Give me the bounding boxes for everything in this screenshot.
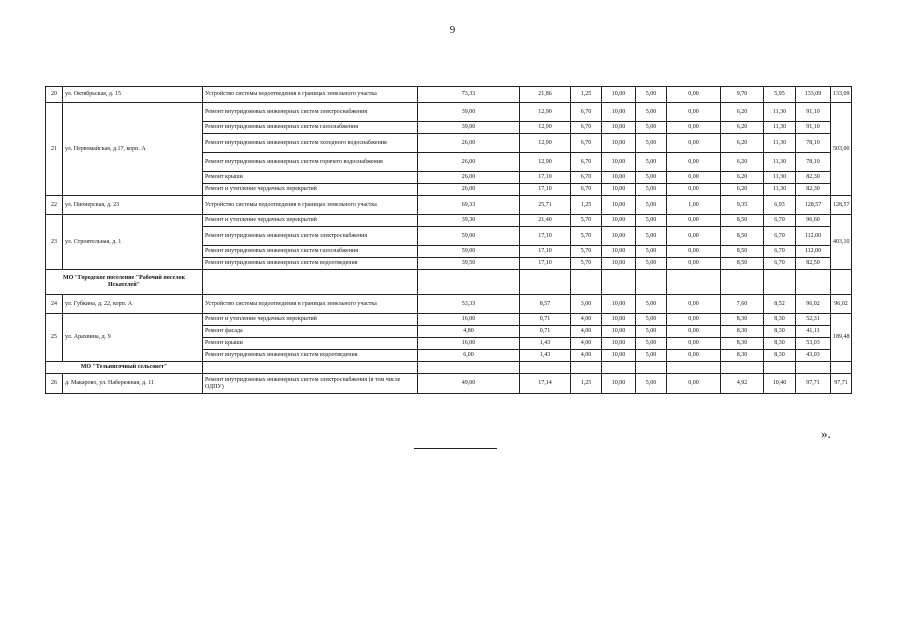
- work-type: Ремонт внутридомовых инженерных систем газоснабжения: [203, 246, 418, 258]
- value-cell: 6,20: [721, 122, 764, 134]
- value-cell: 96,60: [796, 215, 831, 227]
- value-cell: 25,71: [520, 196, 571, 215]
- value-cell: 5,00: [636, 122, 667, 134]
- value-cell: 4,00: [571, 338, 602, 350]
- value-cell: 4,00: [571, 326, 602, 338]
- total-cell: 503,00: [831, 103, 852, 196]
- value-cell: 69,33: [418, 196, 520, 215]
- signature-line: [414, 448, 497, 449]
- value-cell: 5,00: [636, 314, 667, 326]
- value-cell: 8,30: [721, 338, 764, 350]
- empty-cell: [721, 270, 764, 295]
- municipality-name: МО "Тельвисочный сельсовет": [46, 362, 203, 374]
- value-cell: 0,00: [667, 338, 721, 350]
- address: д. Макарово, ул. Набережная, д. 11: [63, 374, 203, 394]
- value-cell: 10,00: [602, 153, 636, 172]
- empty-cell: [636, 362, 667, 374]
- value-cell: 0,00: [667, 184, 721, 196]
- value-cell: 10,00: [602, 350, 636, 362]
- value-cell: 0,71: [520, 314, 571, 326]
- value-cell: 112,00: [796, 227, 831, 246]
- value-cell: 5,70: [571, 227, 602, 246]
- work-type: Ремонт крыши: [203, 172, 418, 184]
- value-cell: 8,52: [764, 295, 796, 314]
- value-cell: 53,03: [796, 338, 831, 350]
- value-cell: 6,20: [721, 153, 764, 172]
- value-cell: 17,10: [520, 184, 571, 196]
- row-number: 20: [46, 87, 63, 103]
- row-number: 22: [46, 196, 63, 215]
- value-cell: 82,30: [796, 184, 831, 196]
- value-cell: 6,70: [571, 153, 602, 172]
- empty-cell: [667, 362, 721, 374]
- value-cell: 97,71: [796, 374, 831, 394]
- value-cell: 26,00: [418, 134, 520, 153]
- row-number: 25: [46, 314, 63, 362]
- empty-cell: [721, 362, 764, 374]
- value-cell: 10,00: [602, 314, 636, 326]
- value-cell: 78,10: [796, 153, 831, 172]
- value-cell: 5,00: [636, 338, 667, 350]
- value-cell: 10,00: [602, 172, 636, 184]
- value-cell: 8,30: [721, 314, 764, 326]
- value-cell: 8,50: [721, 215, 764, 227]
- value-cell: 49,00: [418, 374, 520, 394]
- work-type: Ремонт фасада: [203, 326, 418, 338]
- total-cell: 133,09: [831, 87, 852, 103]
- work-type: Ремонт внутридомовых инженерных систем газоснабжения: [203, 122, 418, 134]
- work-type: Ремонт внутридомовых инженерных систем водоотведения: [203, 350, 418, 362]
- value-cell: 0,00: [667, 350, 721, 362]
- work-type: Ремонт внутридомовых инженерных систем холодного водоснабжения: [203, 134, 418, 153]
- value-cell: 9,70: [721, 87, 764, 103]
- address: ул. Октябрьская, д. 15: [63, 87, 203, 103]
- value-cell: 1,43: [520, 338, 571, 350]
- value-cell: 10,00: [602, 87, 636, 103]
- value-cell: 8,50: [721, 227, 764, 246]
- value-cell: 12,90: [520, 122, 571, 134]
- empty-cell: [831, 270, 852, 295]
- value-cell: 0,00: [667, 153, 721, 172]
- total-cell: 96,02: [831, 295, 852, 314]
- empty-cell: [203, 270, 418, 295]
- value-cell: 12,90: [520, 134, 571, 153]
- row-number: 24: [46, 295, 63, 314]
- value-cell: 16,00: [418, 314, 520, 326]
- value-cell: 41,11: [796, 326, 831, 338]
- value-cell: 6,20: [721, 172, 764, 184]
- total-cell: 403,10: [831, 215, 852, 270]
- value-cell: 5,00: [636, 184, 667, 196]
- value-cell: 7,60: [721, 295, 764, 314]
- empty-cell: [764, 362, 796, 374]
- empty-cell: [796, 270, 831, 295]
- value-cell: 0,00: [667, 295, 721, 314]
- value-cell: 5,00: [636, 295, 667, 314]
- value-cell: 5,70: [571, 215, 602, 227]
- value-cell: 5,00: [636, 350, 667, 362]
- address: ул. Пионерская, д. 23: [63, 196, 203, 215]
- value-cell: 6,70: [571, 122, 602, 134]
- value-cell: 96,02: [796, 295, 831, 314]
- empty-cell: [796, 362, 831, 374]
- value-cell: 5,00: [636, 258, 667, 270]
- address: ул. Арахвина, д. 9: [63, 314, 203, 362]
- value-cell: 43,03: [796, 350, 831, 362]
- value-cell: 6,70: [571, 134, 602, 153]
- table-row: [46, 87, 852, 103]
- value-cell: 12,90: [520, 153, 571, 172]
- value-cell: 112,00: [796, 246, 831, 258]
- value-cell: 1,25: [571, 196, 602, 215]
- work-type: Ремонт и утепление чердачных перекрытий: [203, 184, 418, 196]
- value-cell: 21,86: [520, 87, 571, 103]
- empty-cell: [520, 362, 571, 374]
- value-cell: 10,00: [602, 326, 636, 338]
- work-type: Ремонт внутридомовых инженерных систем электроснабжения (в том числе ОДПУ): [203, 374, 418, 394]
- value-cell: 4,80: [418, 326, 520, 338]
- value-cell: 0,00: [667, 374, 721, 394]
- empty-cell: [203, 362, 418, 374]
- value-cell: 6,20: [721, 103, 764, 122]
- value-cell: 6,20: [721, 184, 764, 196]
- value-cell: 6,70: [764, 227, 796, 246]
- total-cell: 128,57: [831, 196, 852, 215]
- value-cell: 39,00: [418, 122, 520, 134]
- empty-cell: [571, 270, 602, 295]
- value-cell: 8,30: [764, 350, 796, 362]
- value-cell: 0,00: [667, 246, 721, 258]
- value-cell: 11,30: [764, 103, 796, 122]
- value-cell: 4,00: [571, 314, 602, 326]
- value-cell: 5,70: [571, 258, 602, 270]
- work-type: Ремонт крыши: [203, 338, 418, 350]
- value-cell: 5,00: [636, 227, 667, 246]
- value-cell: 52,31: [796, 314, 831, 326]
- work-type: Ремонт внутридомовых инженерных систем электроснабжения: [203, 103, 418, 122]
- empty-cell: [764, 270, 796, 295]
- address: ул. Строительная, д. 1: [63, 215, 203, 270]
- value-cell: 11,30: [764, 184, 796, 196]
- value-cell: 128,57: [796, 196, 831, 215]
- value-cell: 8,57: [520, 295, 571, 314]
- municipality-row: [46, 362, 852, 374]
- empty-cell: [571, 362, 602, 374]
- value-cell: 91,10: [796, 103, 831, 122]
- empty-cell: [667, 270, 721, 295]
- value-cell: 133,09: [796, 87, 831, 103]
- value-cell: 6,70: [764, 246, 796, 258]
- value-cell: 6,00: [418, 350, 520, 362]
- work-type: Ремонт внутридомовых инженерных систем водоотведения: [203, 258, 418, 270]
- value-cell: 8,50: [721, 258, 764, 270]
- value-cell: 0,00: [667, 172, 721, 184]
- value-cell: 26,00: [418, 172, 520, 184]
- address: ул. Губкина, д. 22, корп. А: [63, 295, 203, 314]
- value-cell: 6,70: [571, 172, 602, 184]
- value-cell: 26,00: [418, 184, 520, 196]
- work-type: Ремонт внутридомовых инженерных систем электроснабжения: [203, 227, 418, 246]
- value-cell: 10,00: [602, 295, 636, 314]
- work-type: Ремонт и утепление чердачных перекрытий: [203, 314, 418, 326]
- value-cell: 10,00: [602, 122, 636, 134]
- municipality-name: МО "Городское поселение "Рабочий поселок Искателей": [46, 270, 203, 295]
- address: ул. Первомайская, д.17, корп. А: [63, 103, 203, 196]
- value-cell: 0,00: [667, 122, 721, 134]
- value-cell: 8,30: [764, 326, 796, 338]
- value-cell: 17,10: [520, 246, 571, 258]
- value-cell: 10,40: [764, 374, 796, 394]
- value-cell: 1,00: [667, 196, 721, 215]
- work-type: Устройство системы водоотведения в границах земельного участка: [203, 87, 418, 103]
- value-cell: 5,00: [636, 326, 667, 338]
- value-cell: 5,00: [636, 103, 667, 122]
- value-cell: 8,30: [721, 326, 764, 338]
- value-cell: 11,30: [764, 172, 796, 184]
- row-number: 21: [46, 103, 63, 196]
- value-cell: 6,20: [721, 134, 764, 153]
- value-cell: 21,40: [520, 215, 571, 227]
- value-cell: 1,43: [520, 350, 571, 362]
- value-cell: 11,30: [764, 134, 796, 153]
- empty-cell: [831, 362, 852, 374]
- value-cell: 10,00: [602, 215, 636, 227]
- work-type: Устройство системы водоотведения в границах земельного участка: [203, 196, 418, 215]
- value-cell: 1,25: [571, 87, 602, 103]
- table-row: [46, 314, 852, 326]
- work-type: Устройство системы водоотведения в границах земельного участка: [203, 295, 418, 314]
- value-cell: 0,00: [667, 258, 721, 270]
- value-cell: 6,70: [764, 258, 796, 270]
- value-cell: 26,00: [418, 153, 520, 172]
- value-cell: 53,33: [418, 295, 520, 314]
- value-cell: 6,70: [571, 103, 602, 122]
- value-cell: 10,00: [602, 196, 636, 215]
- value-cell: 5,00: [636, 153, 667, 172]
- value-cell: 59,00: [418, 227, 520, 246]
- value-cell: 10,00: [602, 103, 636, 122]
- value-cell: 39,30: [418, 215, 520, 227]
- value-cell: 0,00: [667, 87, 721, 103]
- value-cell: 6,70: [764, 215, 796, 227]
- value-cell: 17,14: [520, 374, 571, 394]
- value-cell: 0,00: [667, 326, 721, 338]
- value-cell: 11,30: [764, 153, 796, 172]
- value-cell: 8,50: [721, 246, 764, 258]
- value-cell: 11,30: [764, 122, 796, 134]
- table-row: [46, 196, 852, 215]
- total-cell: 189,48: [831, 314, 852, 362]
- value-cell: 17,10: [520, 258, 571, 270]
- value-cell: 8,30: [764, 338, 796, 350]
- value-cell: 5,00: [636, 246, 667, 258]
- empty-cell: [602, 270, 636, 295]
- value-cell: 78,10: [796, 134, 831, 153]
- value-cell: 17,10: [520, 227, 571, 246]
- value-cell: 10,00: [602, 338, 636, 350]
- table-row: [46, 215, 852, 227]
- value-cell: 91,10: [796, 122, 831, 134]
- value-cell: 5,00: [636, 215, 667, 227]
- value-cell: 0,00: [667, 314, 721, 326]
- closing-mark: ».: [821, 426, 831, 441]
- value-cell: 0,00: [667, 215, 721, 227]
- empty-cell: [418, 362, 520, 374]
- value-cell: 5,00: [636, 172, 667, 184]
- value-cell: 5,00: [636, 87, 667, 103]
- value-cell: 3,00: [571, 295, 602, 314]
- empty-cell: [636, 270, 667, 295]
- value-cell: 0,71: [520, 326, 571, 338]
- value-cell: 0,00: [667, 227, 721, 246]
- value-cell: 10,00: [602, 374, 636, 394]
- row-number: 23: [46, 215, 63, 270]
- value-cell: 10,00: [602, 184, 636, 196]
- value-cell: 12,90: [520, 103, 571, 122]
- value-cell: 8,30: [764, 314, 796, 326]
- value-cell: 73,33: [418, 87, 520, 103]
- value-cell: 39,00: [418, 103, 520, 122]
- table-row: [46, 295, 852, 314]
- value-cell: 5,95: [764, 87, 796, 103]
- value-cell: 9,35: [721, 196, 764, 215]
- repair-cost-table: [45, 86, 852, 394]
- table-row: [46, 103, 852, 122]
- value-cell: 10,00: [602, 246, 636, 258]
- value-cell: 4,92: [721, 374, 764, 394]
- value-cell: 82,50: [796, 258, 831, 270]
- table-row: [46, 374, 852, 394]
- empty-cell: [602, 362, 636, 374]
- value-cell: 4,00: [571, 350, 602, 362]
- value-cell: 59,00: [418, 246, 520, 258]
- value-cell: 82,30: [796, 172, 831, 184]
- row-number: 26: [46, 374, 63, 394]
- value-cell: 10,00: [602, 227, 636, 246]
- value-cell: 10,00: [602, 134, 636, 153]
- value-cell: 5,70: [571, 246, 602, 258]
- work-type: Ремонт внутридомовых инженерных систем горячего водоснабжения: [203, 153, 418, 172]
- value-cell: 16,00: [418, 338, 520, 350]
- municipality-row: [46, 270, 852, 295]
- value-cell: 5,00: [636, 134, 667, 153]
- total-cell: 97,71: [831, 374, 852, 394]
- page-number: 9: [449, 24, 456, 36]
- value-cell: 17,10: [520, 172, 571, 184]
- work-type: Ремонт и утепление чердачных перекрытий: [203, 215, 418, 227]
- value-cell: 8,30: [721, 350, 764, 362]
- value-cell: 1,25: [571, 374, 602, 394]
- value-cell: 0,00: [667, 103, 721, 122]
- value-cell: 0,00: [667, 134, 721, 153]
- value-cell: 10,00: [602, 258, 636, 270]
- value-cell: 39,50: [418, 258, 520, 270]
- empty-cell: [520, 270, 571, 295]
- value-cell: 5,00: [636, 196, 667, 215]
- value-cell: 6,93: [764, 196, 796, 215]
- value-cell: 5,00: [636, 374, 667, 394]
- value-cell: 6,70: [571, 184, 602, 196]
- empty-cell: [418, 270, 520, 295]
